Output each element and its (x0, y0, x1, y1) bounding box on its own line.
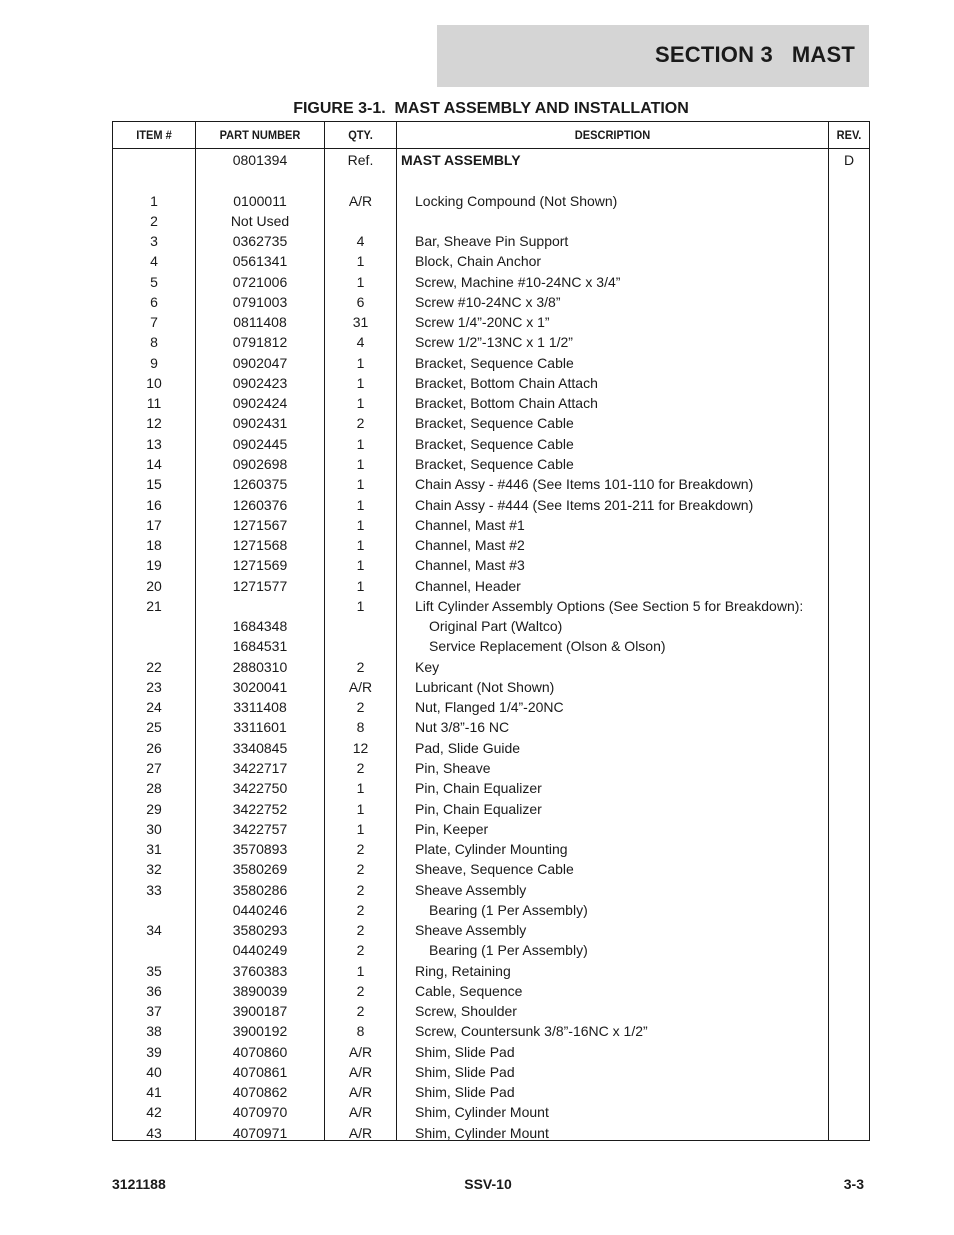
table-row (113, 880, 869, 900)
table-row (113, 555, 869, 575)
item-number-cell: 38 (146, 1023, 162, 1040)
description-cell: Bar, Sheave Pin Support (415, 233, 569, 250)
section-header (437, 25, 869, 87)
table-row (113, 393, 869, 413)
description-cell: Sheave Assembly (415, 881, 527, 898)
item-number-cell: 26 (146, 739, 162, 756)
item-number-cell: 31 (146, 841, 162, 858)
part-number-cell: 3760383 (232, 962, 288, 979)
part-number-cell: 0440246 (232, 901, 288, 918)
part-number-cell: 4070860 (232, 1043, 288, 1060)
table-row (113, 940, 869, 960)
description-cell: Chain Assy - #446 (See Items 101-110 for Breakdown) (415, 476, 754, 493)
item-number-cell: 32 (146, 861, 162, 878)
table-row (113, 454, 869, 474)
item-number-cell: 30 (146, 820, 162, 837)
description-cell: Channel, Header (415, 577, 521, 594)
item-number-cell: 15 (146, 476, 162, 493)
quantity-cell: 1 (356, 476, 365, 493)
quantity-cell: 4 (356, 334, 365, 351)
item-number-cell: 39 (146, 1043, 162, 1060)
part-number-cell: 3020041 (232, 678, 288, 695)
description-cell: Bracket, Sequence Cable (415, 354, 574, 371)
description-cell: Bracket, Sequence Cable (415, 435, 574, 452)
table-row (113, 535, 869, 555)
description-cell: Pin, Chain Equalizer (415, 800, 542, 817)
part-number-cell: 0721006 (232, 273, 288, 290)
item-number-cell: 19 (146, 557, 162, 574)
table-row (113, 981, 869, 1001)
quantity-cell: 1 (356, 800, 365, 817)
description-cell: Nut, Flanged 1/4”-20NC (415, 699, 564, 716)
description-cell: Bracket, Sequence Cable (415, 455, 574, 472)
description-cell: Locking Compound (Not Shown) (415, 192, 618, 209)
quantity-cell: 8 (356, 1023, 365, 1040)
description-cell: Shim, Cylinder Mount (415, 1124, 549, 1141)
part-number-cell: 0902445 (232, 435, 288, 452)
part-number-cell: 1271569 (232, 557, 288, 574)
description-cell: Shim, Slide Pad (415, 1043, 515, 1060)
quantity-cell: 1 (356, 780, 365, 797)
quantity-cell: 6 (356, 293, 365, 310)
header-qty: QTY. (348, 128, 373, 142)
table-row (113, 1021, 869, 1041)
header-part-number: PART NUMBER (219, 128, 301, 142)
table-row (113, 1123, 869, 1143)
quantity-cell: A/R (348, 1063, 373, 1080)
item-number-cell: 36 (146, 982, 162, 999)
doc-number: 3121188 (112, 1176, 166, 1192)
description-cell: Screw 1/4”-20NC x 1” (415, 314, 550, 331)
part-number-cell: 0902424 (232, 395, 288, 412)
description-cell: Bearing (1 Per Assembly) (429, 901, 588, 918)
part-number-cell: 3422750 (232, 780, 288, 797)
quantity-cell: 1 (356, 435, 365, 452)
table-row (113, 211, 869, 231)
quantity-cell: 1 (356, 820, 365, 837)
table-row (113, 657, 869, 677)
header-item: ITEM # (136, 128, 172, 142)
part-number-cell: Not Used (230, 212, 290, 229)
part-number-cell: 0362735 (232, 233, 288, 250)
item-number-cell: 37 (146, 1003, 162, 1020)
table-row (113, 353, 869, 373)
part-number-cell: 1271577 (232, 577, 288, 594)
item-number-cell: 34 (146, 922, 162, 939)
parts-table (112, 121, 870, 1141)
quantity-cell: 1 (356, 537, 365, 554)
part-number-cell: 0902431 (232, 415, 288, 432)
item-number-cell: 17 (146, 516, 162, 533)
item-number-cell: 6 (150, 293, 158, 310)
description-cell: Shim, Slide Pad (415, 1063, 515, 1080)
part-number-cell: 0801394 (232, 152, 288, 168)
quantity-cell: 12 (352, 739, 369, 756)
header-description: DESCRIPTION (574, 128, 651, 142)
part-number-cell: 0902423 (232, 374, 288, 391)
part-number-cell: 0440249 (232, 942, 288, 959)
part-number-cell: 3311601 (233, 719, 287, 736)
model-name: SSV-10 (464, 1176, 512, 1192)
item-number-cell: 27 (146, 759, 162, 776)
quantity-cell: 2 (356, 1003, 365, 1020)
quantity-cell: 1 (356, 273, 365, 290)
table-row (113, 170, 869, 190)
part-number-cell: 3900192 (232, 1023, 288, 1040)
description-cell: Bracket, Bottom Chain Attach (415, 395, 598, 412)
item-number-cell: 3 (150, 233, 158, 250)
quantity-cell: 1 (356, 374, 365, 391)
item-number-cell: 16 (146, 496, 162, 513)
quantity-cell: A/R (348, 1104, 373, 1121)
table-row (113, 495, 869, 515)
quantity-cell: 2 (356, 841, 365, 858)
description-cell: Lubricant (Not Shown) (415, 678, 555, 695)
table-row (113, 839, 869, 859)
description-cell: Screw, Machine #10-24NC x 3/4” (415, 273, 621, 290)
quantity-cell: 1 (356, 455, 365, 472)
item-number-cell: 25 (146, 719, 162, 736)
table-header (113, 122, 869, 149)
item-number-cell: 29 (146, 800, 162, 817)
item-number-cell: 20 (146, 577, 162, 594)
description-cell: Sheave, Sequence Cable (415, 861, 574, 878)
table-row (113, 373, 869, 393)
quantity-cell: A/R (348, 1084, 373, 1101)
part-number-cell: 3311408 (233, 699, 287, 716)
table-row (113, 859, 869, 879)
quantity-cell: 1 (356, 253, 365, 270)
revision-cell: D (843, 152, 855, 168)
description-cell: Screw, Shoulder (415, 1003, 517, 1020)
table-row (113, 150, 869, 170)
table-row (113, 596, 869, 616)
table-row (113, 1062, 869, 1082)
quantity-cell: 2 (356, 861, 365, 878)
item-number-cell: 9 (150, 354, 158, 371)
description-cell: Pin, Chain Equalizer (415, 780, 542, 797)
table-row (113, 758, 869, 778)
part-number-cell: 3890039 (232, 982, 288, 999)
description-cell: Channel, Mast #1 (415, 516, 525, 533)
quantity-cell: 1 (356, 557, 365, 574)
quantity-cell: 2 (356, 699, 365, 716)
item-number-cell: 4 (150, 253, 158, 270)
table-row (113, 332, 869, 352)
description-cell: Bracket, Bottom Chain Attach (415, 374, 598, 391)
part-number-cell: 3580293 (232, 922, 288, 939)
item-number-cell: 28 (146, 780, 162, 797)
item-number-cell: 13 (146, 435, 162, 452)
part-number-cell: 4070861 (232, 1063, 288, 1080)
item-number-cell: 42 (146, 1104, 162, 1121)
quantity-cell: A/R (348, 1124, 373, 1141)
item-number-cell: 23 (146, 678, 162, 695)
description-cell: Plate, Cylinder Mounting (415, 841, 568, 858)
description-cell: Screw 1/2”-13NC x 1 1/2” (415, 334, 573, 351)
part-number-cell: 3580269 (232, 861, 288, 878)
quantity-cell: 2 (356, 415, 365, 432)
part-number-cell: 0791003 (232, 293, 288, 310)
section-title: SECTION 3 MAST (655, 42, 855, 67)
part-number-cell: 1271567 (232, 516, 288, 533)
quantity-cell: 1 (356, 516, 365, 533)
description-cell: Screw #10-24NC x 3/8” (415, 293, 561, 310)
table-row (113, 434, 869, 454)
table-row (113, 961, 869, 981)
quantity-cell: 2 (356, 759, 365, 776)
item-number-cell: 21 (146, 597, 162, 614)
item-number-cell: 12 (146, 415, 162, 432)
item-number-cell: 8 (150, 334, 158, 351)
table-row (113, 616, 869, 636)
item-number-cell: 1 (150, 192, 158, 209)
table-row (113, 413, 869, 433)
table-row (113, 251, 869, 271)
part-number-cell: 3422717 (232, 759, 288, 776)
quantity-cell: 2 (356, 901, 365, 918)
table-row (113, 778, 869, 798)
item-number-cell: 35 (146, 962, 162, 979)
quantity-cell: A/R (348, 1043, 373, 1060)
description-cell: Screw, Countersunk 3/8”-16NC x 1/2” (415, 1023, 648, 1040)
table-row (113, 576, 869, 596)
quantity-cell: 8 (356, 719, 365, 736)
description-cell: Pin, Keeper (415, 820, 489, 837)
table-row (113, 920, 869, 940)
item-number-cell: 5 (150, 273, 158, 290)
part-number-cell: 3422752 (232, 800, 288, 817)
description-cell: Sheave Assembly (415, 922, 527, 939)
table-row (113, 272, 869, 292)
description-cell: Bearing (1 Per Assembly) (429, 942, 588, 959)
header-rev: REV. (836, 128, 862, 142)
table-body (113, 150, 869, 1143)
figure-title: FIGURE 3-1. MAST ASSEMBLY AND INSTALLATION (293, 100, 689, 117)
description-cell: Channel, Mast #3 (415, 557, 525, 574)
table-row (113, 231, 869, 251)
table-row (113, 1102, 869, 1122)
part-number-cell: 0791812 (232, 334, 288, 351)
part-number-cell: 3570893 (232, 841, 288, 858)
quantity-cell: 1 (356, 577, 365, 594)
part-number-cell: 3580286 (232, 881, 288, 898)
description-cell: Ring, Retaining (415, 962, 511, 979)
part-number-cell: 0902047 (232, 354, 288, 371)
item-number-cell: 11 (146, 395, 162, 412)
table-row (113, 636, 869, 656)
page-number: 3-3 (843, 1176, 864, 1192)
description-cell: MAST ASSEMBLY (401, 152, 521, 168)
description-cell: Channel, Mast #2 (415, 537, 525, 554)
table-row (113, 515, 869, 535)
quantity-cell: 2 (356, 658, 365, 675)
quantity-cell: A/R (348, 192, 373, 209)
part-number-cell: 2880310 (232, 658, 288, 675)
quantity-cell: 1 (356, 395, 365, 412)
part-number-cell: 3340845 (232, 739, 288, 756)
item-number-cell: 2 (150, 212, 158, 229)
description-cell: Cable, Sequence (415, 982, 523, 999)
table-row (113, 1082, 869, 1102)
description-cell: Nut 3/8”-16 NC (415, 719, 510, 736)
description-cell: Bracket, Sequence Cable (415, 415, 574, 432)
quantity-cell: 1 (356, 496, 365, 513)
table-row (113, 738, 869, 758)
item-number-cell: 43 (146, 1124, 162, 1141)
quantity-cell: 2 (356, 922, 365, 939)
table-row (113, 1042, 869, 1062)
table-row (113, 312, 869, 332)
quantity-cell: 1 (356, 962, 365, 979)
page-footer (112, 1176, 864, 1196)
table-row (113, 799, 869, 819)
table-row (113, 191, 869, 211)
item-number-cell: 18 (146, 537, 162, 554)
table-row (113, 1001, 869, 1021)
table-row (113, 900, 869, 920)
part-number-cell: 1684531 (232, 638, 288, 655)
part-number-cell: 4070971 (232, 1124, 288, 1141)
description-cell: Key (415, 658, 440, 675)
quantity-cell: 1 (356, 597, 365, 614)
quantity-cell: 2 (356, 881, 365, 898)
description-cell: Original Part (Waltco) (429, 618, 563, 635)
part-number-cell: 1260376 (232, 496, 288, 513)
description-cell: Shim, Slide Pad (415, 1084, 515, 1101)
item-number-cell: 33 (146, 881, 162, 898)
table-row (113, 677, 869, 697)
item-number-cell: 14 (146, 455, 162, 472)
description-cell: Block, Chain Anchor (415, 253, 542, 270)
item-number-cell: 7 (150, 314, 158, 331)
description-cell: Shim, Cylinder Mount (415, 1104, 549, 1121)
part-number-cell: 0561341 (232, 253, 288, 270)
part-number-cell: 1271568 (232, 537, 288, 554)
part-number-cell: 0811408 (233, 314, 287, 331)
item-number-cell: 41 (146, 1084, 162, 1101)
quantity-cell: 1 (356, 354, 365, 371)
item-number-cell: 22 (146, 658, 162, 675)
part-number-cell: 4070970 (232, 1104, 288, 1121)
quantity-cell: A/R (348, 678, 373, 695)
table-row (113, 697, 869, 717)
quantity-cell: 2 (356, 982, 365, 999)
part-number-cell: 0100011 (233, 192, 287, 209)
description-cell: Lift Cylinder Assembly Options (See Section 5 for Breakdown): (415, 597, 804, 614)
quantity-cell: Ref. (347, 152, 374, 168)
part-number-cell: 3900187 (232, 1003, 288, 1020)
table-row (113, 717, 869, 737)
table-row (113, 292, 869, 312)
quantity-cell: 4 (356, 233, 365, 250)
table-row (113, 474, 869, 494)
description-cell: Pin, Sheave (415, 759, 491, 776)
item-number-cell: 40 (146, 1063, 162, 1080)
part-number-cell: 1260375 (232, 476, 288, 493)
part-number-cell: 4070862 (232, 1084, 288, 1101)
description-cell: Service Replacement (Olson & Olson) (429, 638, 666, 655)
item-number-cell: 24 (146, 699, 162, 716)
part-number-cell: 0902698 (232, 455, 288, 472)
part-number-cell: 1684348 (232, 618, 288, 635)
part-number-cell: 3422757 (232, 820, 288, 837)
quantity-cell: 2 (356, 942, 365, 959)
item-number-cell: 10 (146, 374, 162, 391)
quantity-cell: 31 (352, 314, 369, 331)
description-cell: Chain Assy - #444 (See Items 201-211 for Breakdown) (415, 496, 754, 513)
description-cell: Pad, Slide Guide (415, 739, 521, 756)
table-row (113, 819, 869, 839)
